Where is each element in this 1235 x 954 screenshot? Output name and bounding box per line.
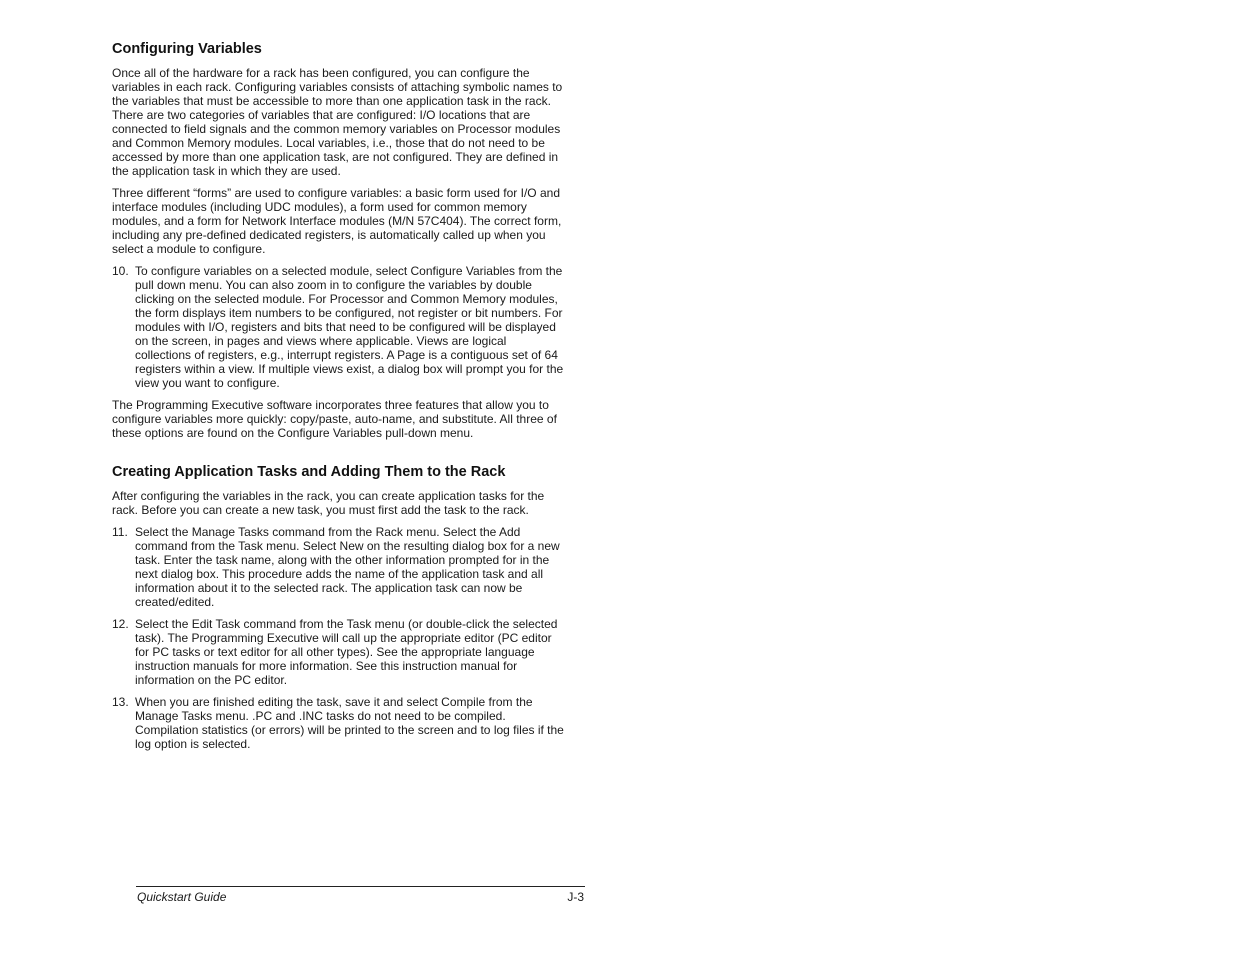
step-text: Select the Manage Tasks command from the Rack menu. Select the Add command from the Task menu. Select New on the resulting dialog box for a new task. Enter the task name, along with the other information prompted for in the next dialog box. This procedure adds the name of the application task and all information about it to the selected rack. The application task can now be created/edited. [135, 525, 560, 609]
list-item [112, 617, 564, 687]
step-text: To configure variables on a selected module, select Configure Variables from the pull down menu. You can also zoom in to configure the variables by double clicking on the selected module. For Processor and Common Memory modules, the form displays item numbers to be configured, not register or bit numbers. For modules with I/O, registers and bits that need to be configured will be displayed on the screen, in pages and views where applicable. Views are logical collections of registers, e.g., interrupt registers. A Page is a contiguous set of 64 registers within a view. If multiple views exist, a dialog box will prompt you for the view you want to configure. [135, 264, 564, 390]
section-heading-creating-application-tasks: Creating Application Tasks and Adding Them to the Rack [112, 464, 506, 480]
step-list [112, 525, 564, 751]
step-number: 10. [112, 264, 129, 278]
footer-title: Quickstart Guide [137, 890, 227, 904]
list-item [112, 525, 564, 609]
step-list [112, 264, 564, 390]
page-number: J-3 [567, 890, 584, 904]
list-item [112, 695, 564, 751]
step-text: Select the Edit Task command from the Task menu (or double-click the selected task). The Programming Executive will call up the appropriate editor (PC editor for PC tasks or text editor for all other types). See the appropriate language instruction manuals for more information. See this instruction manual for information on the PC editor. [135, 617, 558, 687]
paragraph: Three different “forms” are used to configure variables: a basic form used for I/O and interface modules (including UDC modules), a form used for common memory modules, and a form for Network Interface modules (M/N 57C404). The correct form, including any pre-defined dedicated registers, is automatically called up when you select a module to configure. [112, 186, 562, 256]
paragraph: After configuring the variables in the rack, you can create application tasks for the rack. Before you can create a new task, you must first add the task to the rack. [112, 489, 545, 517]
step-number: 13. [112, 695, 129, 709]
section-heading-configuring-variables: Configuring Variables [112, 41, 262, 57]
step-text: When you are finished editing the task, save it and select Compile from the Manage Tasks menu. .PC and .INC tasks do not need to be compiled. Compilation statistics (or errors) will be printed to the screen and to log files if the log option is selected. [135, 695, 564, 751]
list-item [112, 264, 564, 390]
page-body [112, 40, 564, 759]
footer-divider [136, 886, 585, 887]
paragraph: The Programming Executive software incorporates three features that allow you to configure variables more quickly: copy/paste, auto-name, and substitute. All three of these options are found on the Configure Variables pull-down menu. [112, 398, 557, 440]
step-number: 12. [112, 617, 129, 631]
paragraph: Once all of the hardware for a rack has been configured, you can configure the variables in each rack. Configuring variables consists of attaching symbolic names to the variables that must be accessible to more than one application task in the rack. There are two categories of variables that are configured: I/O locations that are connected to field signals and the common memory variables on Processor modules and Common Memory modules. Local variables, i.e., those that do not need to be accessed by more than one application task, are not configured. They are defined in the application task in which they are used. [112, 66, 563, 178]
step-number: 11. [112, 525, 128, 539]
